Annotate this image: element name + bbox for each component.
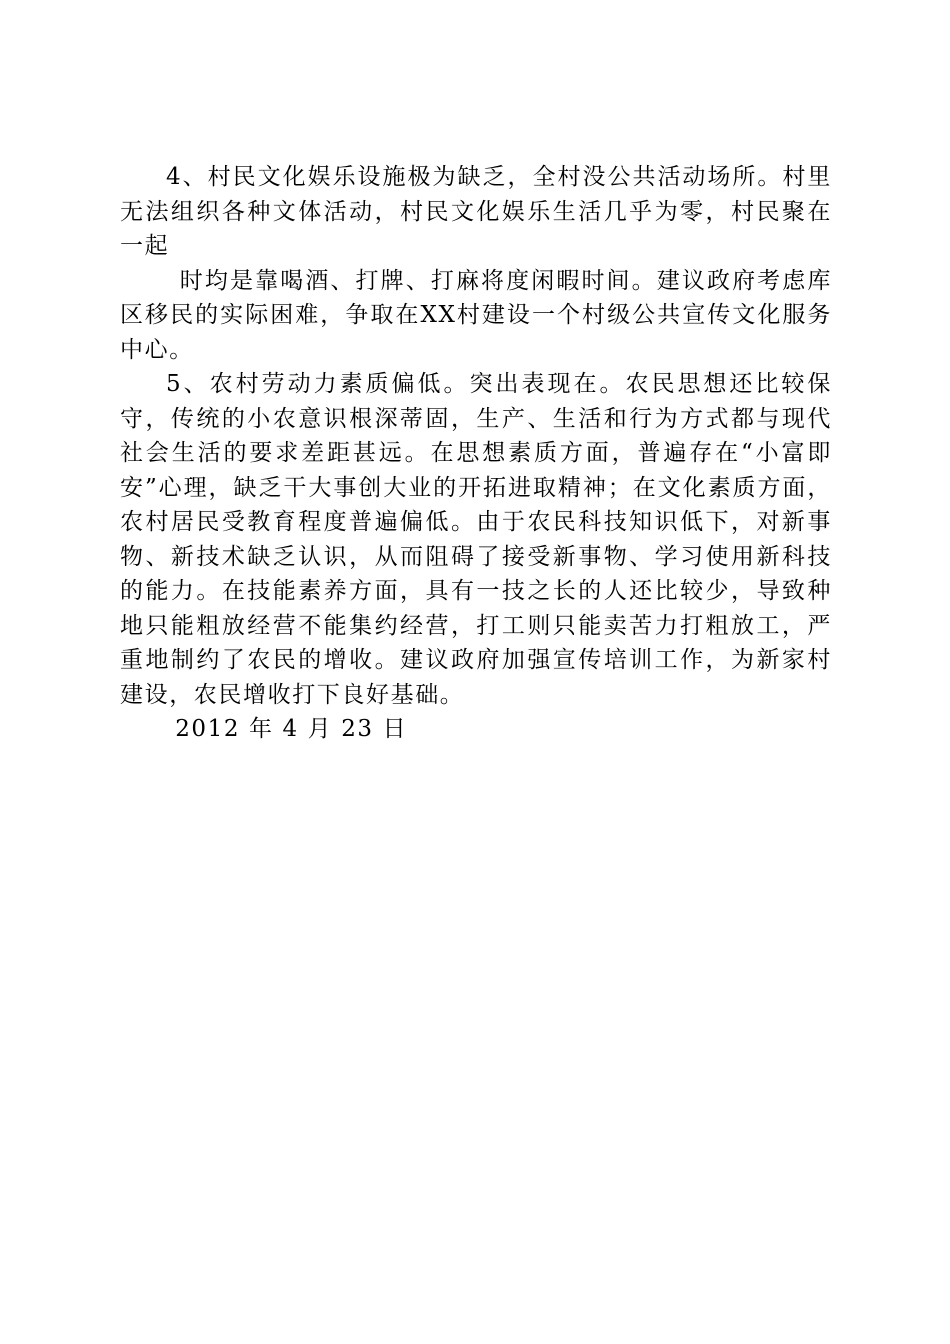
paragraph-4-facilities: 4、村民文化娱乐设施极为缺乏，全村没公共活动场所。村里无法组织各种文体活动，村民文化娱乐生活几乎为零，村民聚在一起	[120, 164, 832, 259]
document-date: 2012 年 4 月 23 日	[175, 716, 408, 742]
paragraph-4-continued: 时均是靠喝酒、打牌、打麻将度闲暇时间。建议政府考虑库区移民的实际困难，争取在XX村建设一个村级公共宣传文化服务中心。	[120, 267, 832, 363]
document-body	[120, 160, 832, 747]
paragraph-5-labor-quality: 5、农村劳动力素质偏低。突出表现在。农民思想还比较保守，传统的小农意识根深蒂固，生产、生活和行为方式都与现代社会生活的要求差距甚远。在思想素质方面，普遍存在“小富即安”心理，缺乏干大事创大业的开拓进取精神；在文化素质方面，农村居民受教育程度普遍偏低。由于农民科技知识低下，对新事物、新技术缺乏认识，从而阻碍了接受新事物、学习使用新科技的能力。在技能素养方面，具有一技之长的人还比较少，导致种地只能粗放经营不能集约经营，打工则只能卖苦力打粗放工，严重地制约了农民的增收。建议政府加强宣传培训工作，为新家村建设，农民增收打下良好基础。	[120, 371, 832, 708]
